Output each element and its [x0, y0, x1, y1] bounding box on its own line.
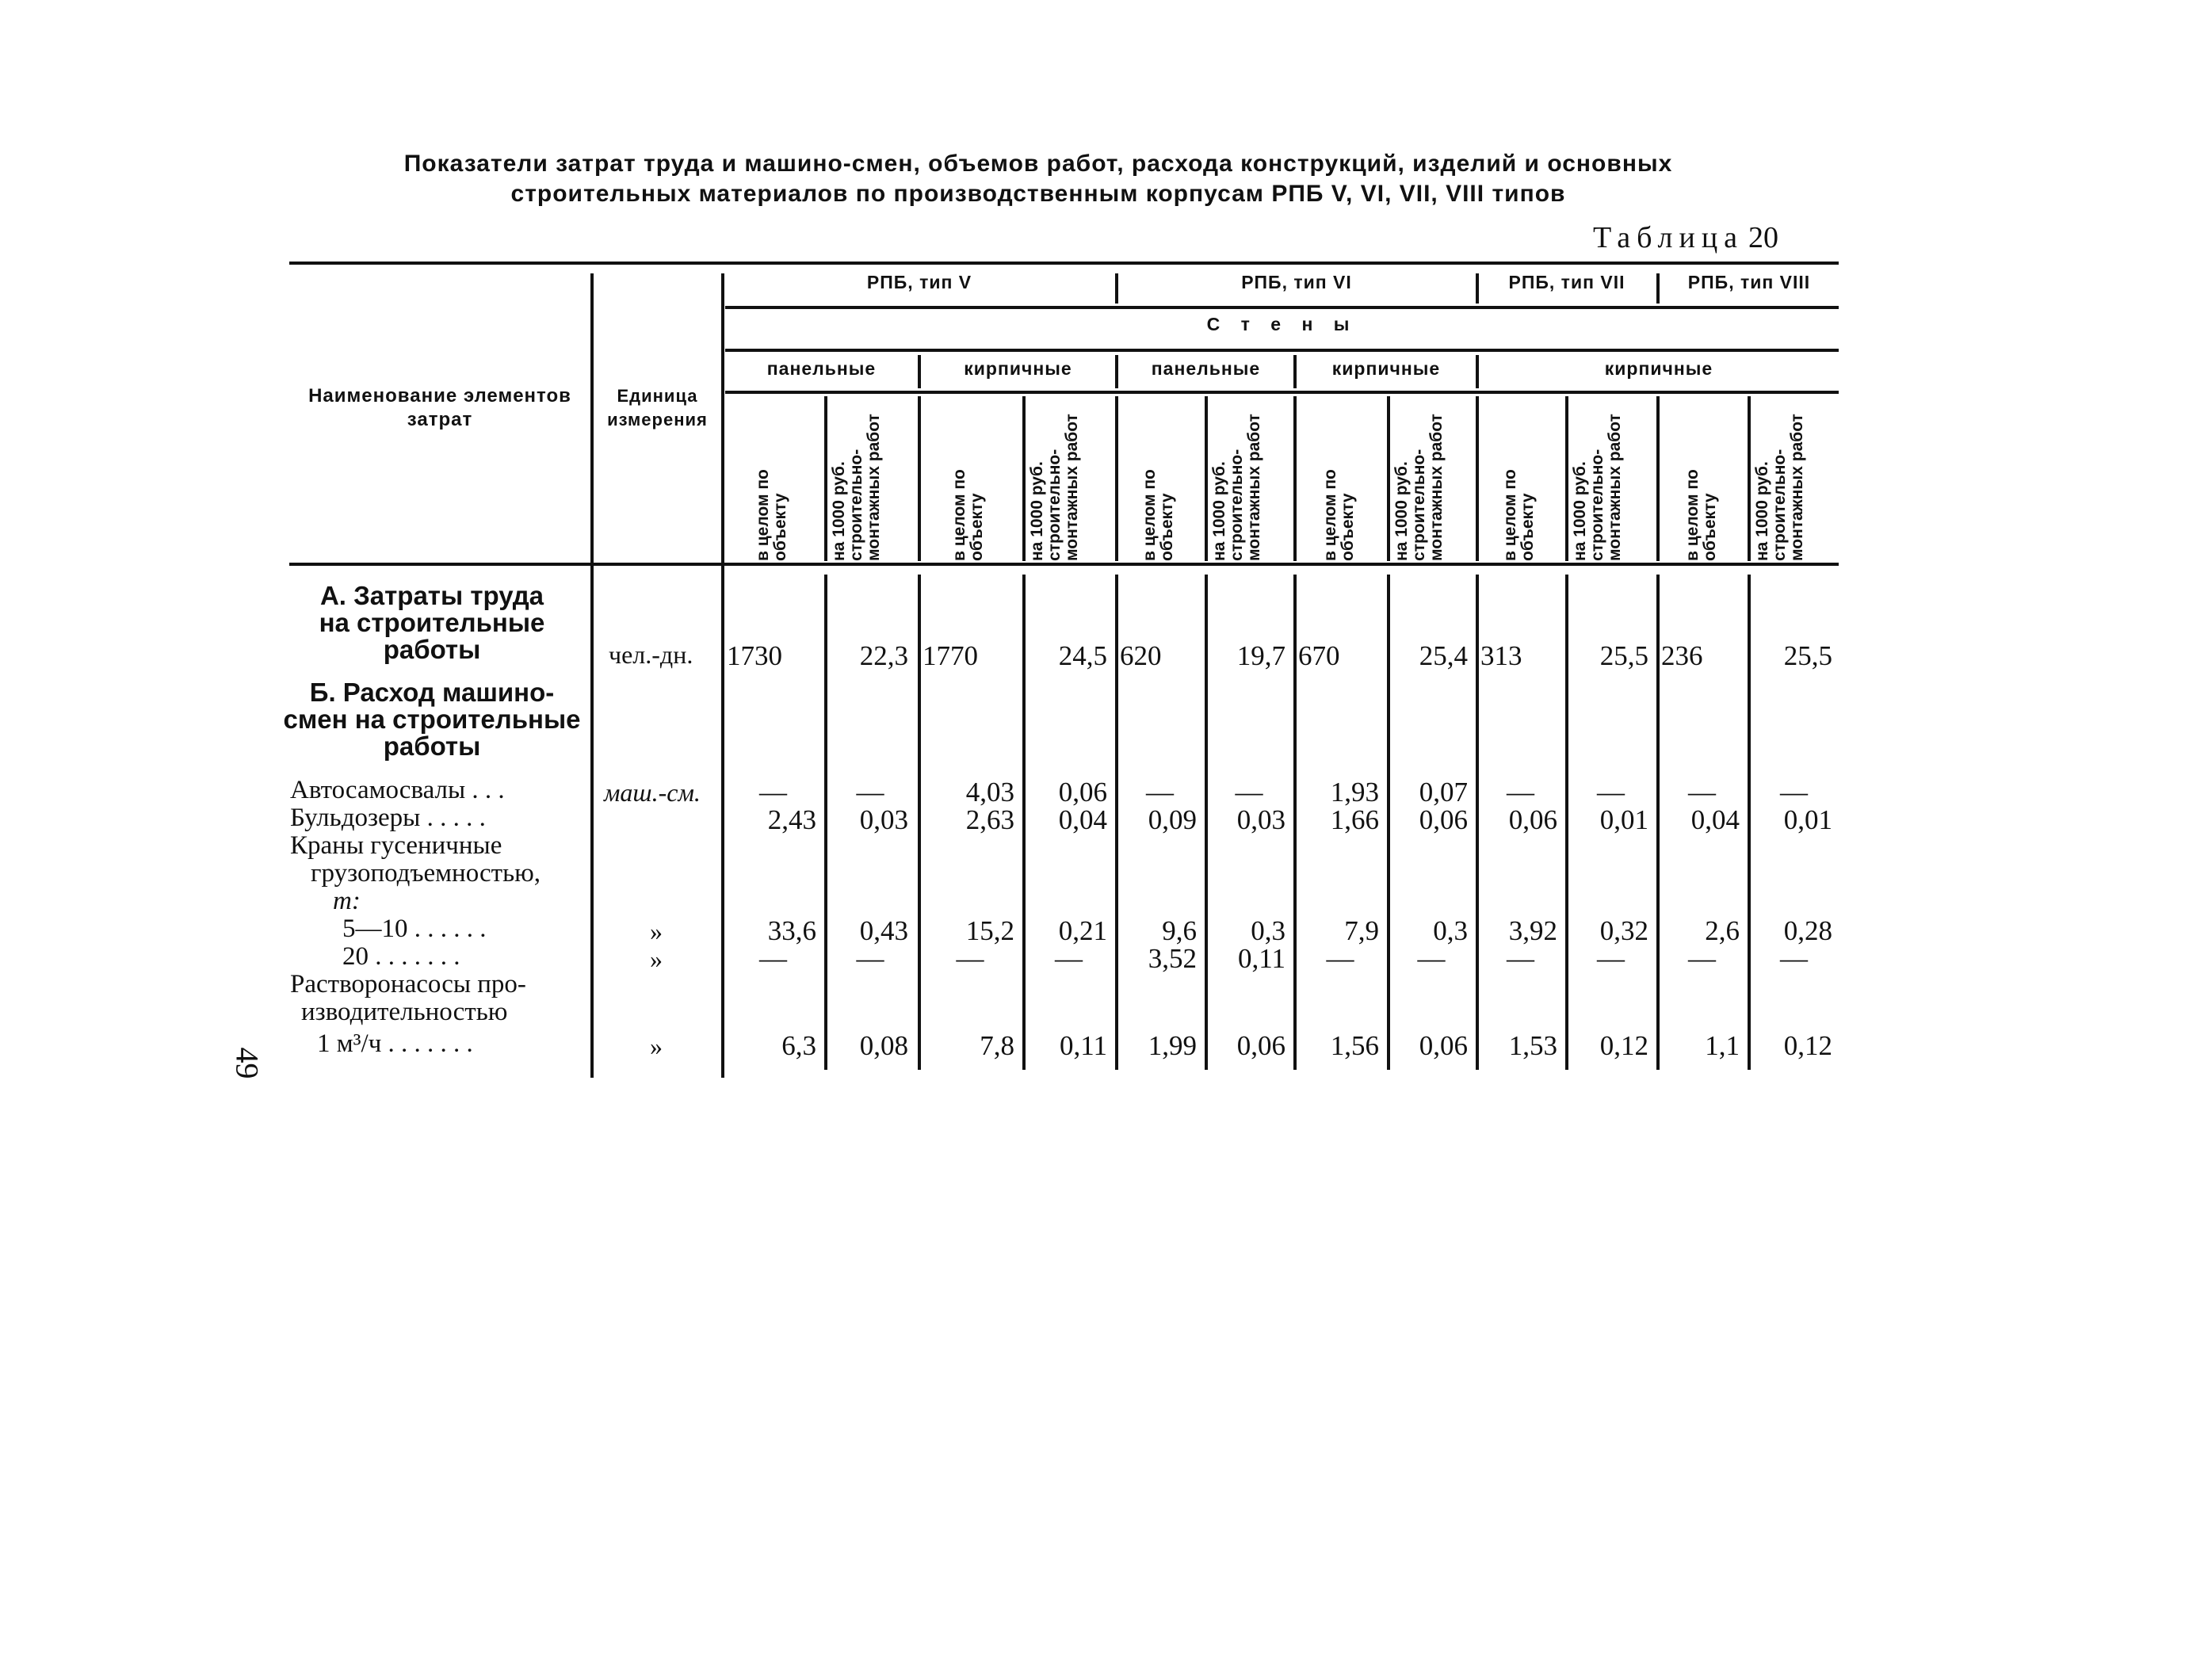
cell-r6-c12: 0,12 [1783, 1030, 1832, 1061]
subcol-5: в целом по объекту [1140, 469, 1176, 561]
cell-r0-c9: 313 [1480, 640, 1522, 671]
cell-r2-c9: 0,06 [1508, 804, 1557, 835]
cell-r0-c6: 19,7 [1236, 640, 1285, 671]
row-cranes-20-label: 20 . . . . . . . [342, 942, 460, 971]
subcol-6: на 1000 руб. строительно-монтажных работ [1210, 414, 1263, 561]
cell-r2-c1: 2,43 [767, 804, 816, 835]
cell-r0-c12: 25,5 [1783, 640, 1832, 671]
section-a-line-3: работы [383, 635, 481, 664]
header-bottom-rule [289, 563, 1839, 566]
cell-r4-c12: 0,28 [1783, 915, 1832, 946]
cell-r4-c5: 9,6 [1162, 915, 1197, 946]
cell-r2-c12: 0,01 [1783, 804, 1832, 835]
rule-sub-11 [1748, 396, 1751, 561]
row-cranes-label-1: Краны гусеничные [290, 831, 502, 860]
subcol-7: в целом по объекту [1321, 469, 1357, 561]
cell-r5-c7: — [1326, 943, 1354, 974]
section-b-line-3: работы [383, 731, 481, 761]
table-word: Таблица [1593, 221, 1744, 254]
subcol-1: в целом по объекту [754, 469, 789, 561]
cell-r2-c4: 0,04 [1058, 804, 1107, 835]
cell-r2-c11: 0,04 [1690, 804, 1740, 835]
row-cranes-5-10-unit: » [650, 917, 663, 945]
subcol-2: на 1000 руб. строительно-монтажных работ [830, 414, 883, 561]
types-rule [725, 306, 1839, 309]
cell-r4-c8: 0,3 [1433, 915, 1468, 946]
subcol-11: в целом по объекту [1683, 469, 1719, 561]
row-cranes-label-3: т: [333, 887, 361, 915]
cell-r0-c4: 24,5 [1058, 640, 1107, 671]
rule-sub-9 [1565, 396, 1568, 561]
cell-r4-c7: 7,9 [1344, 915, 1379, 946]
cell-r2-c8: 0,06 [1419, 804, 1468, 835]
walltype-panel-v: панельные [766, 358, 877, 379]
cell-r1-c6: — [1235, 777, 1263, 808]
title-line-1: Показатели затрат труда и машино-смен, объемов работ, расхода конструкций, изделий и основных [403, 151, 1673, 177]
cell-r6-c11: 1,1 [1705, 1030, 1740, 1061]
walls-header: С т е н ы [1206, 314, 1358, 334]
cell-r4-c2: 0,43 [859, 915, 908, 946]
type-vii-header: РПБ, тип VII [1508, 272, 1625, 292]
cell-r5-c11: — [1688, 943, 1716, 974]
section-b-heading [281, 679, 583, 760]
cell-r1-c3: 4,03 [965, 777, 1014, 808]
cell-r5-c9: — [1507, 943, 1534, 974]
row-pumps-label-2: изводительностью [301, 998, 508, 1026]
cell-r4-c3: 15,2 [965, 915, 1014, 946]
walltype-brick-vi: кирпичные [1331, 358, 1441, 379]
cell-r4-c10: 0,32 [1599, 915, 1648, 946]
section-a-line-2: на строительные [319, 608, 545, 637]
cell-r2-c3: 2,63 [965, 804, 1014, 835]
header-unit-column: Единица измерения [607, 386, 708, 430]
section-a-line-1: А. Затраты труда [319, 581, 544, 610]
cell-r1-c12: — [1780, 777, 1808, 808]
cell-r0-c11: 236 [1661, 640, 1703, 671]
cell-r4-c6: 0,3 [1251, 915, 1285, 946]
section-b-line-1: Б. Расход машино- [309, 678, 555, 707]
cell-r6-c6: 0,06 [1236, 1030, 1285, 1061]
cell-r2-c5: 0,09 [1148, 804, 1197, 835]
rule-sub-10 [1656, 396, 1660, 561]
cell-r2-c2: 0,03 [859, 804, 908, 835]
cell-r6-c2: 0,08 [859, 1030, 908, 1061]
cell-r1-c7: 1,93 [1330, 777, 1379, 808]
cell-r1-c10: — [1597, 777, 1625, 808]
cell-r6-c9: 1,53 [1508, 1030, 1557, 1061]
cell-r0-c5: 620 [1120, 640, 1162, 671]
cell-r1-c2: — [856, 777, 884, 808]
row-pumps-label-1: Растворонасосы про- [290, 970, 526, 998]
cell-r0-c3: 1770 [923, 640, 978, 671]
type-vi-header: РПБ, тип VI [1241, 272, 1352, 292]
rule-sub-7 [1387, 396, 1390, 561]
cell-r5-c6: 0,11 [1238, 943, 1285, 974]
cell-r4-c11: 2,6 [1705, 915, 1740, 946]
row-cranes-20-unit: » [650, 945, 663, 973]
table-label [1593, 220, 1778, 255]
cell-r4-c4: 0,21 [1058, 915, 1107, 946]
cell-r1-c8: 0,07 [1419, 777, 1468, 808]
cell-r6-c4: 0,11 [1060, 1030, 1107, 1061]
walltypes-rule [725, 391, 1839, 394]
row-dump-trucks-label: Автосамосвалы . . . [290, 776, 505, 804]
rule-sub-1 [824, 396, 827, 561]
cell-r6-c8: 0,06 [1419, 1030, 1468, 1061]
row-pumps-label-3: 1 м³/ч . . . . . . . [317, 1029, 473, 1058]
cell-r0-c8: 25,4 [1419, 640, 1468, 671]
subcol-8: на 1000 руб. строительно-монтажных работ [1392, 414, 1446, 561]
subcol-4: на 1000 руб. строительно-монтажных работ [1028, 414, 1081, 561]
cell-r5-c12: — [1780, 943, 1808, 974]
cell-r2-c10: 0,01 [1599, 804, 1648, 835]
cell-r6-c7: 1,56 [1330, 1030, 1379, 1061]
cell-r1-c11: — [1688, 777, 1716, 808]
rule-sub-2 [918, 396, 921, 561]
walls-rule [725, 349, 1839, 352]
cell-r5-c8: — [1417, 943, 1446, 974]
rule-sub-8 [1476, 396, 1479, 561]
subcol-10: на 1000 руб. строительно-монтажных работ [1571, 414, 1624, 561]
table-title [301, 149, 1775, 209]
rule-unit-data [721, 273, 724, 1078]
cell-r6-c10: 0,12 [1599, 1030, 1648, 1061]
table-top-rule [289, 262, 1839, 265]
cell-r6-c5: 1,99 [1148, 1030, 1197, 1061]
cell-r6-c3: 7,8 [980, 1030, 1014, 1061]
walltype-brick-vii-viii: кирпичные [1604, 358, 1713, 379]
cell-r1-c4: 0,06 [1058, 777, 1107, 808]
row-cranes-5-10-label: 5—10 . . . . . . [342, 914, 487, 943]
rule-sub-5 [1205, 396, 1208, 561]
rule-name-unit [590, 273, 594, 1078]
section-a-heading [281, 582, 583, 663]
cell-r0-c1: 1730 [727, 640, 782, 671]
cell-r0-c7: 670 [1298, 640, 1340, 671]
table-number: 20 [1748, 221, 1779, 254]
cell-r5-c1: — [759, 943, 787, 974]
cell-r0-c2: 22,3 [859, 640, 908, 671]
title-line-2: строительных материалов по производственным корпусам РПБ V, VI, VII, VIII типов [510, 181, 1566, 207]
cell-r4-c9: 3,92 [1508, 915, 1557, 946]
cell-r2-c7: 1,66 [1330, 804, 1379, 835]
row-cranes-label-2: грузоподъемностью, [311, 859, 541, 888]
cell-r5-c5: 3,52 [1148, 943, 1197, 974]
walltype-brick-v: кирпичные [964, 358, 1072, 379]
rule-sub-3 [1022, 396, 1026, 561]
subcol-9: в целом по объекту [1501, 469, 1537, 561]
cell-r5-c4: — [1055, 943, 1083, 974]
cell-r1-c5: — [1146, 777, 1174, 808]
row-dump-trucks-unit: маш.-см. [604, 778, 701, 807]
row-pumps-unit: » [650, 1032, 663, 1060]
subcol-3: в целом по объекту [950, 469, 986, 561]
cell-r4-c1: 33,6 [767, 915, 816, 946]
rule-sub-4 [1115, 396, 1118, 561]
subcol-12: на 1000 руб. строительно-монтажных работ [1753, 414, 1806, 561]
walltype-panel-vi: панельные [1151, 358, 1261, 379]
rule-sub-6 [1293, 396, 1297, 561]
cell-r1-c9: — [1507, 777, 1534, 808]
cell-r2-c6: 0,03 [1236, 804, 1285, 835]
row-bulldozers-label: Бульдозеры . . . . . [290, 804, 486, 832]
cell-r6-c1: 6,3 [781, 1030, 816, 1061]
header-name-column: Наименование элементов затрат [308, 385, 571, 430]
row-labor-unit: чел.-дн. [609, 640, 693, 669]
type-v-header: РПБ, тип V [866, 272, 972, 292]
cell-r1-c1: — [759, 777, 787, 808]
cell-r0-c10: 25,5 [1599, 640, 1648, 671]
type-viii-header: РПБ, тип VIII [1687, 272, 1811, 292]
cell-r5-c2: — [856, 943, 884, 974]
cell-r5-c3: — [956, 943, 984, 974]
section-b-line-2: смен на строительные [283, 704, 581, 734]
page-number: 49 [229, 1047, 265, 1079]
cell-r5-c10: — [1597, 943, 1625, 974]
